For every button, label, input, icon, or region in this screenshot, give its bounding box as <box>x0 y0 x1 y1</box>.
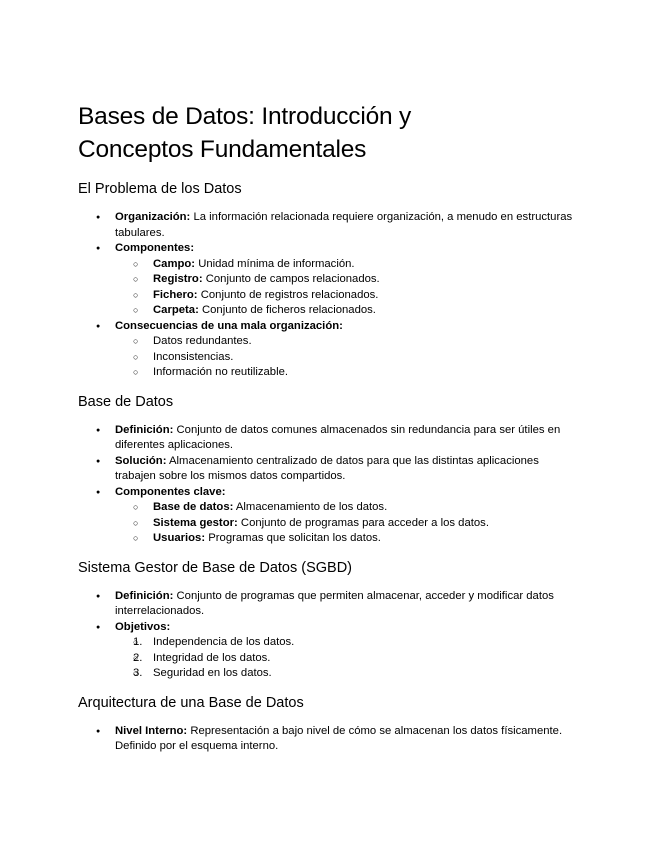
list-item: ○ Sistema gestor: Conjunto de programas para acceder a los datos. <box>115 516 578 532</box>
document-page <box>78 100 578 767</box>
list-base-datos <box>78 423 578 547</box>
list-item: ● Componentes clave: ○ Base de datos: Almacenamiento de los datos. ○ Sistema gestor: Conjunto de programas para acceder a los datos. ○ Usuarios: Programas que solicitan los datos. <box>78 485 578 547</box>
list-item: ● Organización: La información relacionada requiere organización, a menudo en estructuras tabulares. <box>78 210 578 241</box>
sublist-componentes-clave <box>78 500 578 547</box>
list-item: ○ 3. Seguridad en los datos. <box>115 666 578 682</box>
list-item: ○ Carpeta: Conjunto de ficheros relacionados. <box>115 303 578 319</box>
list-item: ● Componentes: ○ Campo: Unidad mínima de información. ○ Registro: Conjunto de campos relacionados. ○ Fichero: Conjunto de registros relacionados. ○ Carpeta: Conjunto de ficheros relacionados. <box>78 241 578 319</box>
list-item: ○ Datos redundantes. <box>115 334 578 350</box>
list-item: ○ Base de datos: Almacenamiento de los datos. <box>115 500 578 516</box>
list-item: ○ Usuarios: Programas que solicitan los datos. <box>115 531 578 547</box>
section-heading-arquitectura: Arquitectura de una Base de Datos <box>78 694 304 711</box>
list-item: ○ Campo: Unidad mínima de información. <box>115 257 578 273</box>
list-item: ○ 1. Independencia de los datos. <box>115 635 578 651</box>
page-title <box>78 100 578 166</box>
list-arquitectura <box>78 724 578 755</box>
list-item: ● Definición: Conjunto de datos comunes almacenados sin redundancia para ser útiles en diferentes aplicaciones. <box>78 423 578 454</box>
list-problema <box>78 210 578 381</box>
list-item: ○ Registro: Conjunto de campos relacionados. <box>115 272 578 288</box>
list-item: ○ Fichero: Conjunto de registros relacionados. <box>115 288 578 304</box>
title-line-2: Conceptos Fundamentales <box>78 136 367 163</box>
list-item: ● Objetivos: ○ 1. Independencia de los datos. ○ 2. Integridad de los datos. ○ 3. Seguridad en los datos. <box>78 620 578 682</box>
sublist-objetivos <box>78 635 578 682</box>
section-heading-problema: El Problema de los Datos <box>78 181 242 197</box>
list-item: ○ Inconsistencias. <box>115 350 578 366</box>
sublist-componentes <box>78 257 578 319</box>
list-item: ● Solución: Almacenamiento centralizado de datos para que las distintas aplicaciones trabajen sobre los mismos datos compartidos. <box>78 454 578 485</box>
section-heading-sgbd: Sistema Gestor de Base de Datos (SGBD) <box>78 559 352 576</box>
sublist-consecuencias <box>78 334 578 381</box>
list-item: ● Definición: Conjunto de programas que permiten almacenar, acceder y modificar datos interrelacionados. <box>78 589 578 620</box>
title-line-1: Bases de Datos: Introducción y <box>78 103 412 130</box>
list-item: ○ 2. Integridad de los datos. <box>115 651 578 667</box>
list-item: ● Consecuencias de una mala organización: ○ Datos redundantes. ○ Inconsistencias. ○ Información no reutilizable. <box>78 319 578 381</box>
list-sgbd <box>78 589 578 682</box>
list-item: ○ Información no reutilizable. <box>115 365 578 381</box>
list-item: ● Nivel Interno: Representación a bajo nivel de cómo se almacenan los datos físicamente. Definido por el esquema interno. <box>78 724 578 755</box>
section-heading-base-datos: Base de Datos <box>78 393 174 410</box>
